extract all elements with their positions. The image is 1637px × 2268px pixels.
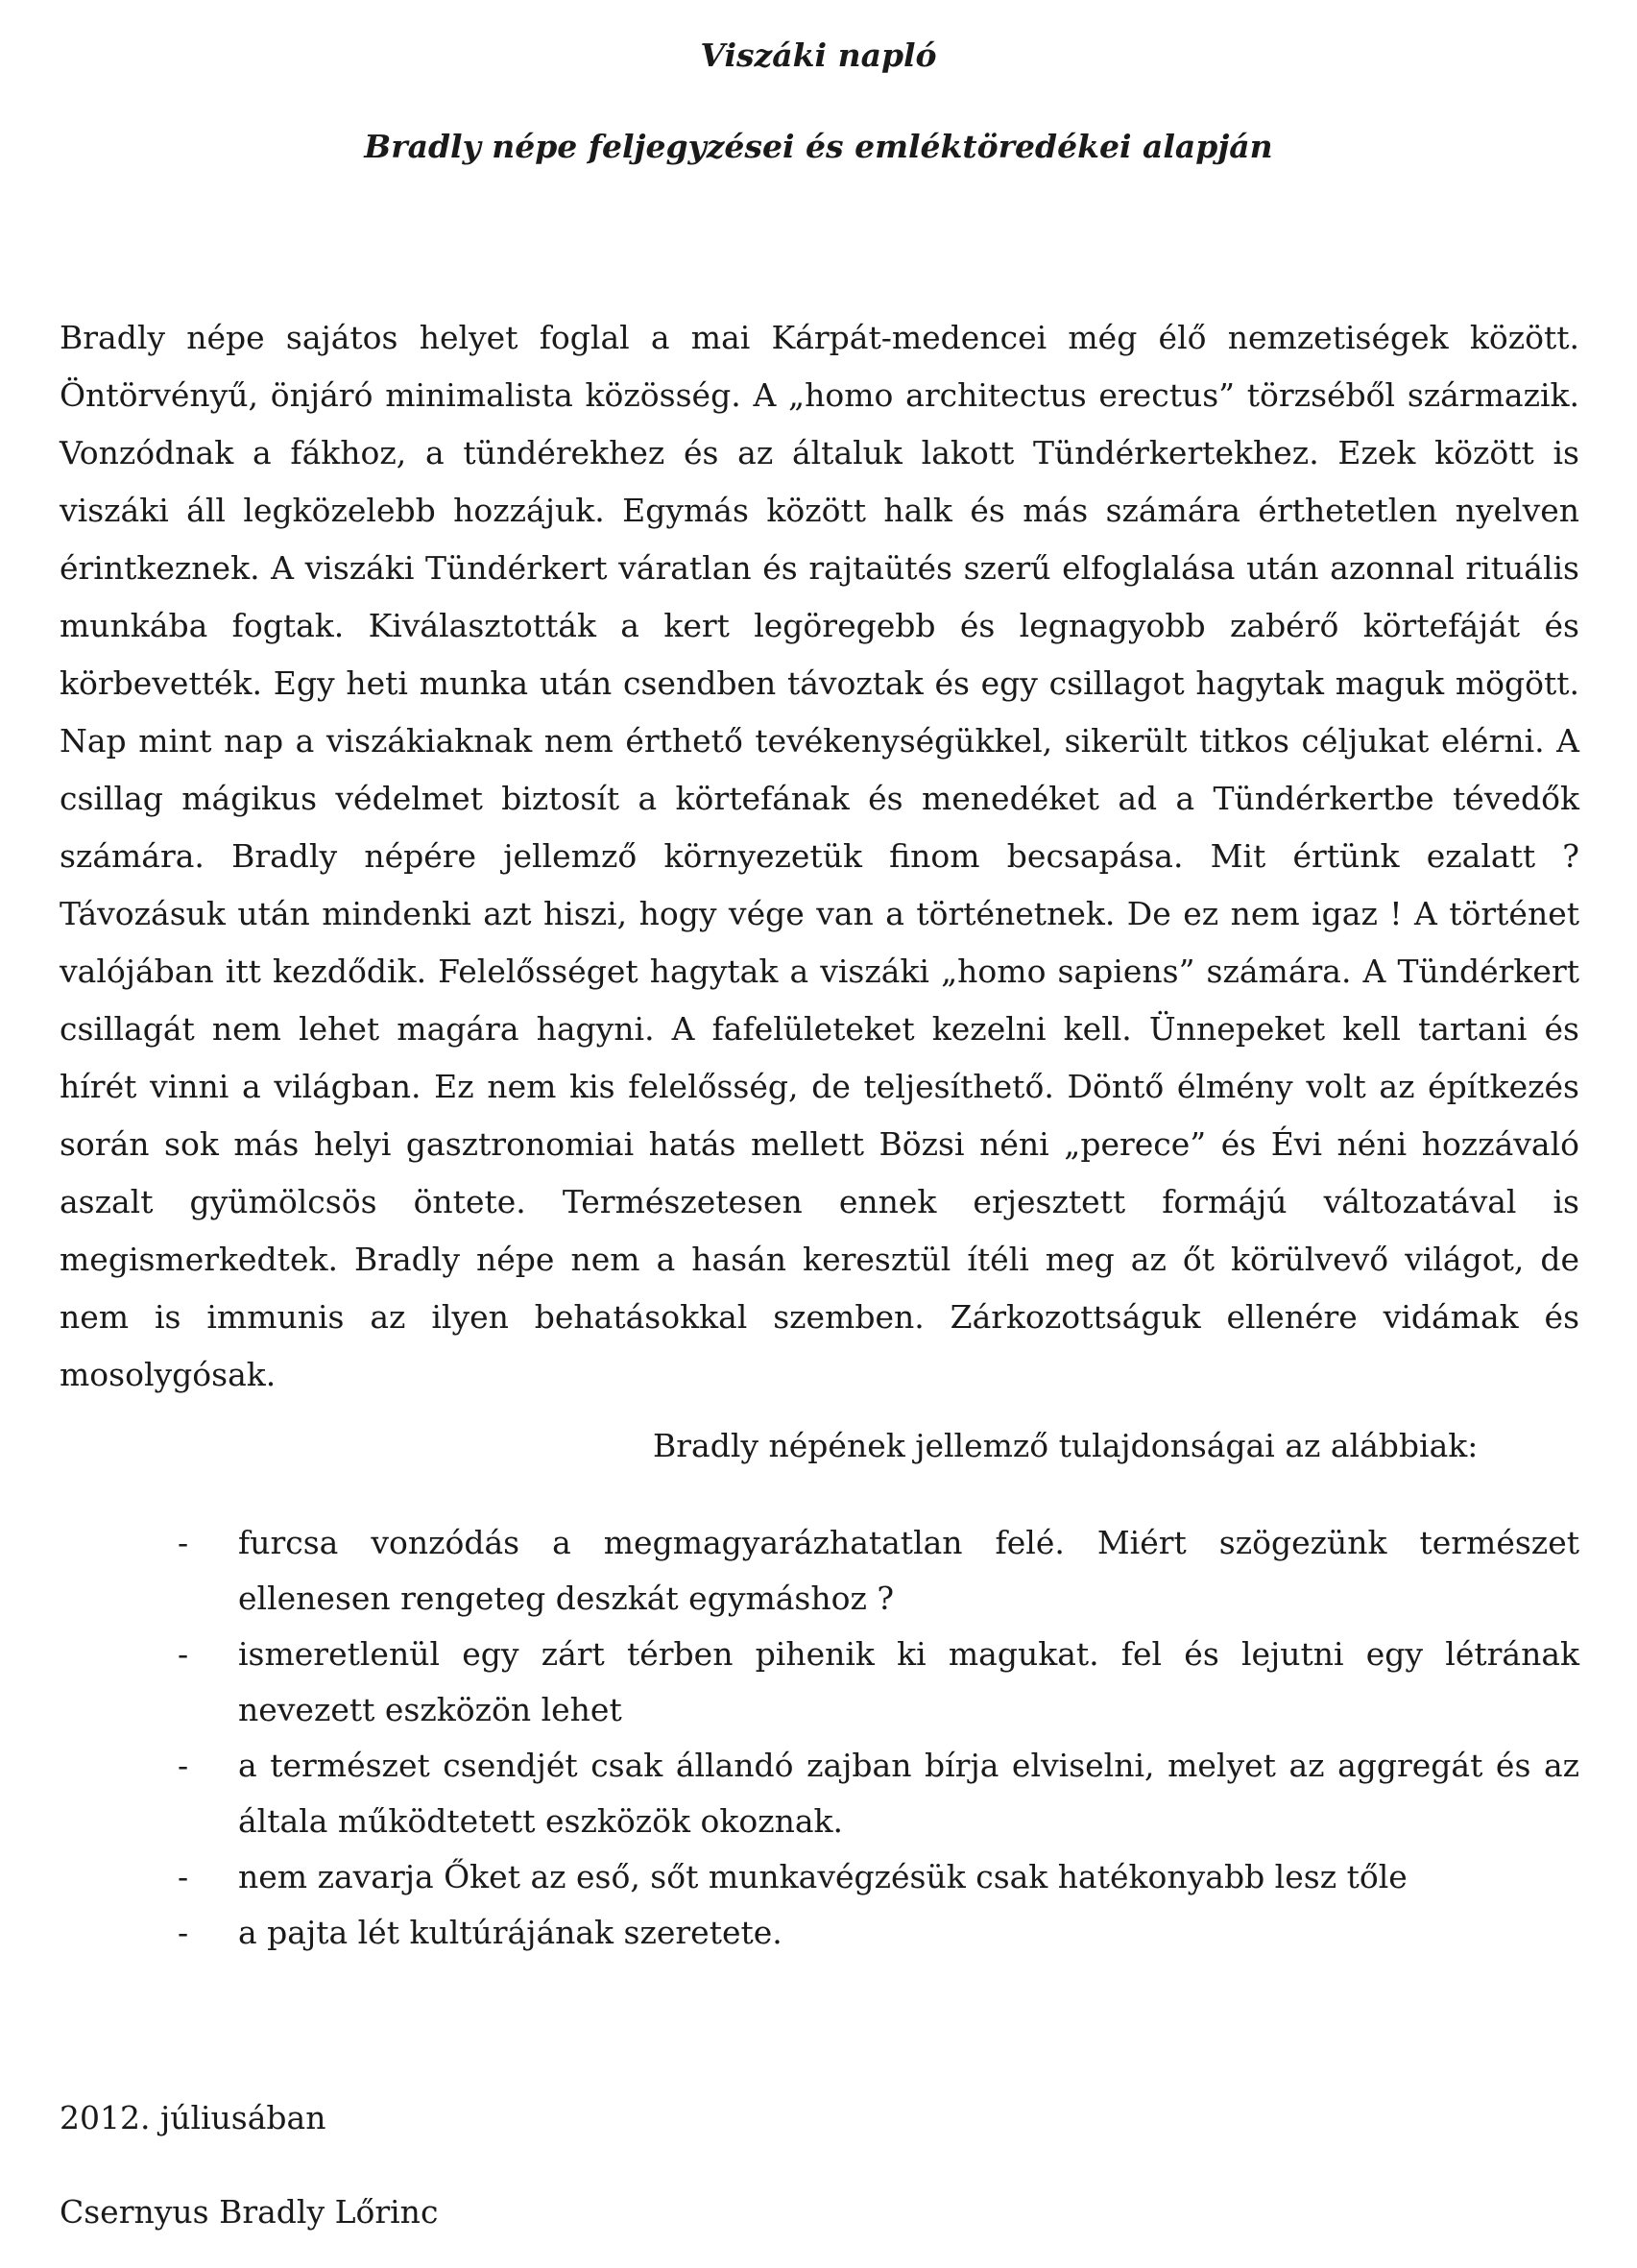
list-intro: Bradly népének jellemző tulajdonságai az alábbiak: <box>653 1427 1479 1464</box>
document-title: Viszáki napló <box>700 36 937 74</box>
list-bullet: - <box>178 1524 189 1561</box>
list-item-text: nem zavarja Őket az eső, sőt munkavégzésük csak hatékonyabb lesz tőle <box>238 1858 1408 1895</box>
characteristics-list <box>0 1515 1637 1961</box>
document-subtitle: Bradly népe feljegyzései és emléktöredékei alapján <box>364 128 1273 165</box>
list-bullet: - <box>178 1858 189 1895</box>
list-item <box>0 1905 1637 1961</box>
list-bullet: - <box>178 1635 189 1673</box>
list-item-text: ismeretlenül egy zárt térben pihenik ki magukat. fel és lejutni egy létrának nevezett eszközön lehet <box>238 1635 1579 1728</box>
list-item <box>0 1627 1637 1738</box>
list-item-text: a természet csendjét csak állandó zajban bírja elviselni, melyet az aggregát és az általa működtetett eszközök okoznak. <box>238 1747 1579 1840</box>
document-date: 2012. júliusában <box>60 2099 326 2136</box>
list-item <box>0 1738 1637 1849</box>
body-paragraph: Bradly népe sajátos helyet foglal a mai Kárpát-medencei még élő nemzetiségek között. Öntörvényű, önjáró minimalista közösség. A „homo architectus erectus” törzséből származik. Vonzódnak a fákhoz, a tündérekhez és az általuk lakott Tündérkertekhez. Ezek között is viszáki áll legközelebb hozzájuk. Egymás között halk és más számára érthetetlen nyelven érintkeznek. A viszáki Tündérkert váratlan és rajtaütés szerű elfoglalása után azonnal rituális munkába fogtak. Kiválasztották a kert legöregebb és legnagyobb zabérő körtefáját és körbevették. Egy heti munka után csendben távoztak és egy csillagot hagytak maguk mögött. Nap mint nap a viszákiaknak nem érthető tevékenységükkel, sikerült titkos céljukat elérni. A csillag mágikus védelmet biztosít a körtefának és menedéket ad a Tündérkertbe tévedők számára. Bradly népére jellemző környezetük finom becsapása. Mit értünk ezalatt ? Távozásuk után mindenki azt hiszi, hogy vége van a történetnek. De ez nem igaz ! A történet valójában itt kezdődik. Felelősséget hagytak a viszáki „homo sapiens” számára. A Tündérkert csillagát nem lehet magára hagyni. A fafelületeket kezelni kell. Ünnepeket kell tartani és hírét vinni a világban. Ez nem kis felelősség, de teljesíthető. Döntő élmény volt az építkezés során sok más helyi gasztronomiai hatás mellett Bözsi néni „perece” és Évi néni hozzávaló aszalt gyümölcsös öntete. Természetesen ennek erjesztett formájú változatával is megismerkedtek. Bradly népe nem a hasán keresztül ítéli meg az őt körülvevő világot, de nem is immunis az ilyen behatásokkal szemben. Zárkozottságuk ellenére vidámak és mosolygósak. <box>60 319 1579 1393</box>
list-item <box>0 1849 1637 1905</box>
author-signature: Csernyus Bradly Lőrinc <box>60 2193 439 2231</box>
list-bullet: - <box>178 1747 189 1784</box>
list-item <box>0 1515 1637 1627</box>
list-bullet: - <box>178 1914 189 1951</box>
list-item-text: a pajta lét kultúrájának szeretete. <box>238 1914 782 1951</box>
list-item-text: furcsa vonzódás a megmagyarázhatatlan felé. Miért szögezünk természet ellenesen rengeteg deszkát egymáshoz ? <box>238 1524 1579 1617</box>
